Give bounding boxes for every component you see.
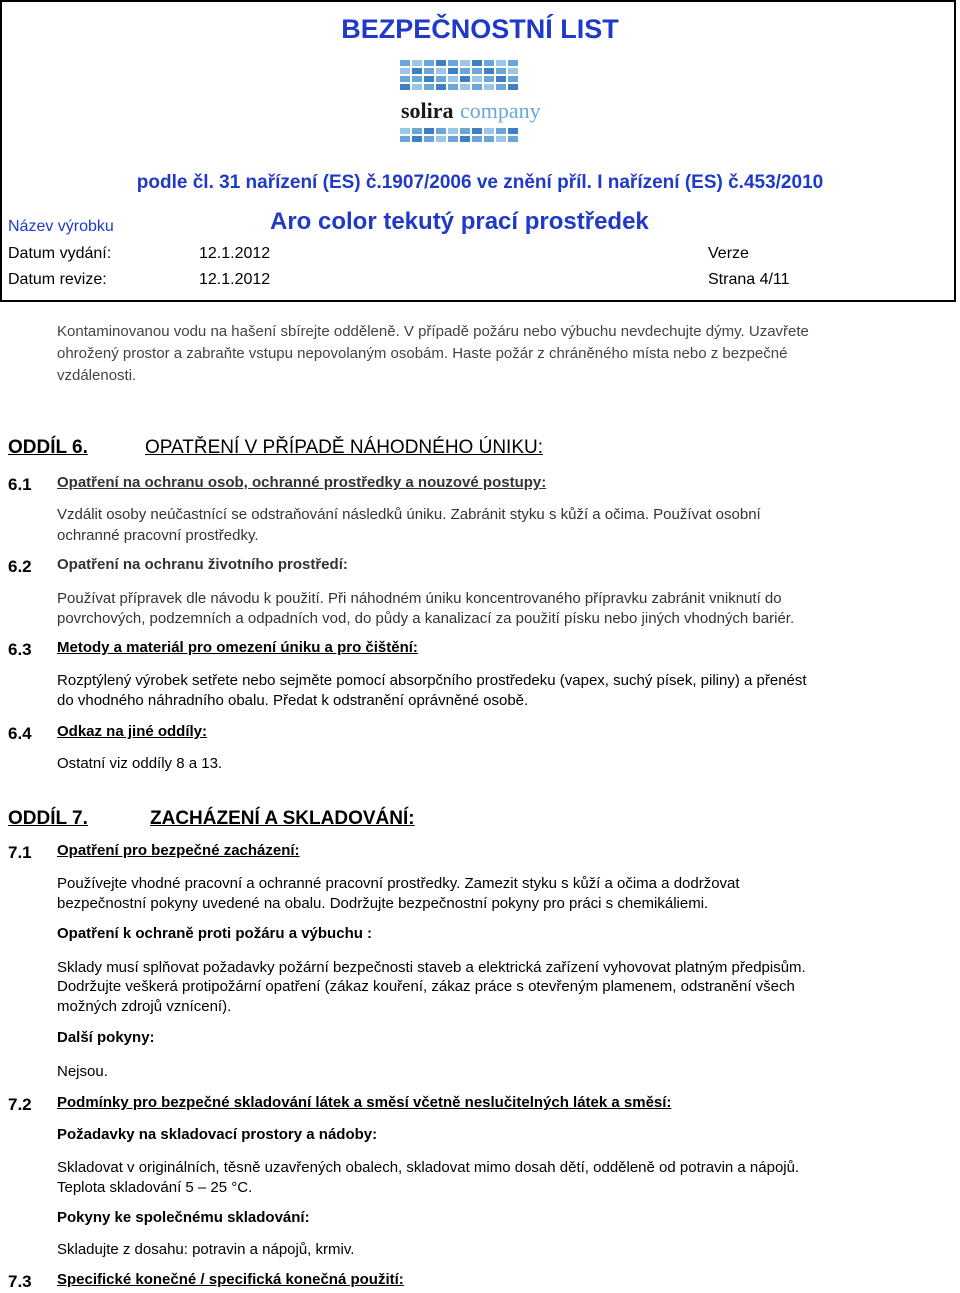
s62-line-2: povrchových, podzemních a odpadních vod, do půdy a kanalizací za použití písku nebo jiných vhodných bariér. <box>57 610 795 627</box>
s73-title: Specifické konečné / specifická konečná použití: <box>57 1271 404 1288</box>
s71-title: Opatření pro bezpečné zacházení: <box>57 842 300 859</box>
company-logo <box>398 58 541 158</box>
logo-text-solira: solira <box>401 98 454 123</box>
section-6-label-text: ODDÍL 6. <box>8 437 88 458</box>
section-7-label-text: ODDÍL 7. <box>8 808 88 829</box>
s62-line-1: Používat přípravek dle návodu k použití. Při náhodném úniku koncentrovaného přípravku zabránit vniknutí do <box>57 590 782 607</box>
s71-line-1: Používejte vhodné pracovní a ochranné pracovní prostředky. Zamezit styku s kůží a očima a dodržovat <box>57 875 740 892</box>
intro-line-2: ohrožený prostor a zabraňte vstupu nepovolaným osobám. Haste požár z chráněného místa nebo z bezpečné <box>57 345 788 362</box>
revision-date-label: Datum revize: <box>8 271 107 288</box>
fire-line-3: možných zdrojů vznícení). <box>57 998 232 1015</box>
s63-title: Metody a materiál pro omezení úniku a pro čištění: <box>57 639 418 656</box>
fire-line-1: Sklady musí splňovat požadavky požární bezpečnosti staveb a elektrická zařízení vyhovovat platným předpisům. <box>57 959 806 976</box>
fire-line-2: Dodržujte veškerá protipožární opatření (zákaz kouření, zákaz práce s otevřeným plamenem, odstranění všech <box>57 978 795 995</box>
s64-title: Odkaz na jiné oddíly: <box>57 723 208 740</box>
common-storage-title: Pokyny ke společnému skladování: <box>57 1209 310 1226</box>
issue-date-label: Datum vydání: <box>8 245 112 262</box>
s62-title: Opatření na ochranu životního prostředí: <box>57 556 348 573</box>
section-7-title-text: ZACHÁZENÍ A SKLADOVÁNÍ: <box>150 808 415 829</box>
s63-line-2: do vhodného náhradního obalu. Předat k odstranění oprávněné osobě. <box>57 692 529 709</box>
s61-line-2: ochranné pracovní prostředky. <box>57 527 259 544</box>
version-label: Verze <box>708 245 749 262</box>
regulation-line: podle čl. 31 nařízení (ES) č.1907/2006 ve znění příl. I nařízení (ES) č.453/2010 <box>136 172 824 193</box>
s61-title: Opatření na ochranu osob, ochranné prostředky a nouzové postupy: <box>57 474 547 491</box>
intro-line-3: vzdálenosti. <box>57 367 137 384</box>
storage-req-line-2: Teplota skladování 5 – 25 °C. <box>57 1179 253 1196</box>
storage-requirements-title: Požadavky na skladovací prostory a nádoby: <box>57 1126 378 1143</box>
other-instructions-text: Nejsou. <box>57 1063 108 1080</box>
issue-date: 12.1.2012 <box>199 245 271 262</box>
logo-text-company: company <box>460 98 541 123</box>
s63-number: 6.3 <box>8 640 32 659</box>
s71-number: 7.1 <box>8 843 32 862</box>
document-title: BEZPEČNOSTNÍ LIST <box>341 14 619 44</box>
s61-number: 6.1 <box>8 475 32 494</box>
section-7-label <box>8 808 88 830</box>
intro-line-1: Kontaminovanou vodu na hašení sbírejte odděleně. V případě požáru nebo výbuchu nevdechujte dýmy. Uzavřete <box>57 323 809 340</box>
other-instructions-title: Další pokyny: <box>57 1029 155 1046</box>
section-7-title <box>150 808 415 830</box>
section-6-title <box>145 437 543 459</box>
product-name-label: Název výrobku <box>8 218 114 235</box>
s64-number: 6.4 <box>8 724 32 743</box>
s63-line-1: Rozptýlený výrobek setřete nebo sejměte pomocí absorpčního prostředeku (vapex, suchý písek, piliny) a přenést <box>57 672 807 689</box>
section-6-title-text: OPATŘENÍ V PŘÍPADĚ NÁHODNÉHO ÚNIKU: <box>145 437 543 458</box>
s72-number: 7.2 <box>8 1095 32 1114</box>
section-6-label <box>8 437 88 459</box>
revision-date: 12.1.2012 <box>199 271 271 288</box>
s72-title: Podmínky pro bezpečné skladování látek a směsí včetně neslučitelných látek a směsí: <box>57 1094 672 1111</box>
common-storage-text: Skladujte z dosahu: potravin a nápojů, krmiv. <box>57 1241 355 1258</box>
s73-number: 7.3 <box>8 1272 32 1291</box>
s61-line-1: Vzdálit osoby neúčastnící se odstraňování následků úniku. Zabránit styku s kůží a očima. Používat osobní <box>57 506 761 523</box>
s71-line-2: bezpečnostní pokyny uvedené na obalu. Dodržujte bezpečnostní pokyny pro práci s chemikáliemi. <box>57 895 709 912</box>
s64-line-1: Ostatní viz oddíly 8 a 13. <box>57 755 223 772</box>
s62-number: 6.2 <box>8 557 32 576</box>
fire-protection-title: Opatření k ochraně proti požáru a výbuchu : <box>57 925 373 942</box>
storage-req-line-1: Skladovat v originálních, těsně uzavřených obalech, skladovat mimo dosah dětí, odděleně od potravin a nápojů. <box>57 1159 800 1176</box>
page-number: Strana 4/11 <box>708 271 790 288</box>
product-name: Aro color tekutý prací prostředek <box>270 208 649 235</box>
